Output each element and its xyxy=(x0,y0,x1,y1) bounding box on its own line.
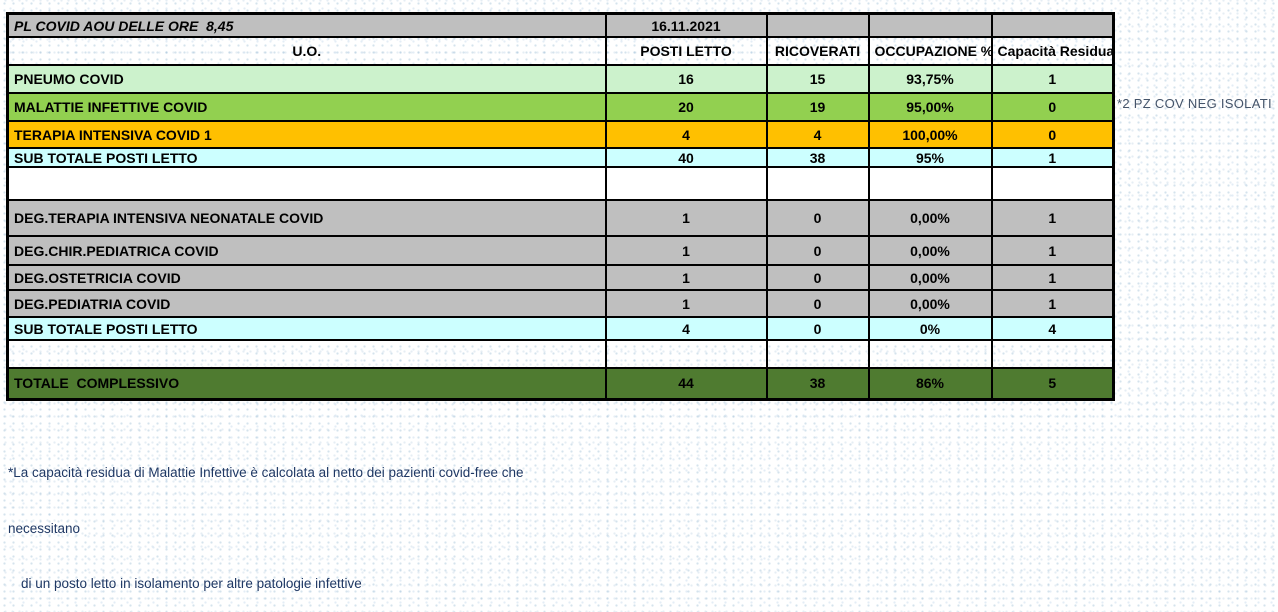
ricoverati-cell: 0 xyxy=(767,200,869,236)
capacita-residua-cell xyxy=(992,340,1114,368)
capacita-residua-cell: 4 xyxy=(992,317,1114,340)
occupazione-cell xyxy=(869,340,992,368)
capacita-residua-cell: 0 xyxy=(992,93,1114,121)
posti-letto-cell xyxy=(606,340,767,368)
table-row xyxy=(8,368,1114,399)
column-header-posti-letto: POSTI LETTO xyxy=(606,37,767,65)
capacita-residua-cell xyxy=(992,167,1114,200)
title-empty-cell xyxy=(992,14,1114,38)
ricoverati-cell: 0 xyxy=(767,236,869,265)
table-row-columns xyxy=(8,37,1114,65)
occupazione-cell xyxy=(869,167,992,200)
table-row xyxy=(8,290,1114,317)
posti-letto-cell: 4 xyxy=(606,121,767,148)
occupazione-cell: 0% xyxy=(869,317,992,340)
covid-occupancy-table xyxy=(6,12,1115,401)
row-label-cell: SUB TOTALE POSTI LETTO xyxy=(8,148,606,167)
table-row xyxy=(8,317,1114,340)
column-header-uo: U.O. xyxy=(8,37,606,65)
table-row xyxy=(8,121,1114,148)
covid-table-body xyxy=(8,65,1114,399)
capacita-residua-cell: 1 xyxy=(992,290,1114,317)
footnote xyxy=(8,427,524,612)
ricoverati-cell: 38 xyxy=(767,148,869,167)
column-header-capacita-residua: Capacità Residua xyxy=(992,37,1114,65)
ricoverati-cell: 38 xyxy=(767,368,869,399)
occupazione-cell: 0,00% xyxy=(869,290,992,317)
posti-letto-cell: 1 xyxy=(606,236,767,265)
occupazione-cell: 100,00% xyxy=(869,121,992,148)
capacita-residua-cell: 1 xyxy=(992,65,1114,93)
posti-letto-cell: 40 xyxy=(606,148,767,167)
capacita-residua-cell: 1 xyxy=(992,265,1114,290)
row-label-cell: TOTALE COMPLESSIVO xyxy=(8,368,606,399)
capacita-residua-cell: 1 xyxy=(992,200,1114,236)
row-label-cell: TERAPIA INTENSIVA COVID 1 xyxy=(8,121,606,148)
footnote-line-2: necessitano xyxy=(8,520,81,536)
occupazione-cell: 86% xyxy=(869,368,992,399)
isolated-patients-note: *2 PZ COV NEG ISOLATI xyxy=(1117,96,1272,111)
row-label-cell: MALATTIE INFETTIVE COVID xyxy=(8,93,606,121)
occupazione-cell: 0,00% xyxy=(869,200,992,236)
row-label-cell: SUB TOTALE POSTI LETTO xyxy=(8,317,606,340)
occupazione-cell: 95,00% xyxy=(869,93,992,121)
posti-letto-cell: 4 xyxy=(606,317,767,340)
row-label-cell xyxy=(8,167,606,200)
posti-letto-cell: 1 xyxy=(606,200,767,236)
row-label-cell: DEG.CHIR.PEDIATRICA COVID xyxy=(8,236,606,265)
occupazione-cell: 95% xyxy=(869,148,992,167)
ricoverati-cell: 0 xyxy=(767,265,869,290)
row-label-cell xyxy=(8,340,606,368)
capacita-residua-cell: 1 xyxy=(992,236,1114,265)
capacita-residua-cell: 0 xyxy=(992,121,1114,148)
row-label-cell: PNEUMO COVID xyxy=(8,65,606,93)
table-row xyxy=(8,340,1114,368)
ricoverati-cell: 15 xyxy=(767,65,869,93)
occupazione-cell: 0,00% xyxy=(869,236,992,265)
table-row-title xyxy=(8,14,1114,38)
posti-letto-cell xyxy=(606,167,767,200)
posti-letto-cell: 1 xyxy=(606,290,767,317)
title-empty-cell xyxy=(767,14,869,38)
row-label-cell: DEG.OSTETRICIA COVID xyxy=(8,265,606,290)
ricoverati-cell: 0 xyxy=(767,290,869,317)
posti-letto-cell: 20 xyxy=(606,93,767,121)
occupazione-cell: 93,75% xyxy=(869,65,992,93)
posti-letto-cell: 16 xyxy=(606,65,767,93)
table-row xyxy=(8,200,1114,236)
occupazione-cell: 0,00% xyxy=(869,265,992,290)
report-title: PL COVID AOU DELLE ORE 8,45 xyxy=(8,14,606,38)
capacita-residua-cell: 1 xyxy=(992,148,1114,167)
ricoverati-cell: 4 xyxy=(767,121,869,148)
column-header-occupazione: OCCUPAZIONE % xyxy=(869,37,992,65)
table-row xyxy=(8,65,1114,93)
footnote-line-1: *La capacità residua di Malattie Infettive è calcolata al netto dei pazienti covid-free che xyxy=(8,465,524,480)
table-row xyxy=(8,167,1114,200)
column-header-ricoverati: RICOVERATI xyxy=(767,37,869,65)
ricoverati-cell xyxy=(767,167,869,200)
capacita-residua-cell: 5 xyxy=(992,368,1114,399)
ricoverati-cell: 0 xyxy=(767,317,869,340)
table-row xyxy=(8,265,1114,290)
footnote-line-3: di un posto letto in isolamento per altre patologie infettive xyxy=(21,576,362,591)
posti-letto-cell: 44 xyxy=(606,368,767,399)
report-date: 16.11.2021 xyxy=(606,14,767,38)
title-empty-cell xyxy=(869,14,992,38)
table-row xyxy=(8,93,1114,121)
row-label-cell: DEG.PEDIATRIA COVID xyxy=(8,290,606,317)
ricoverati-cell xyxy=(767,340,869,368)
posti-letto-cell: 1 xyxy=(606,265,767,290)
row-label-cell: DEG.TERAPIA INTENSIVA NEONATALE COVID xyxy=(8,200,606,236)
table-row xyxy=(8,148,1114,167)
ricoverati-cell: 19 xyxy=(767,93,869,121)
table-row xyxy=(8,236,1114,265)
